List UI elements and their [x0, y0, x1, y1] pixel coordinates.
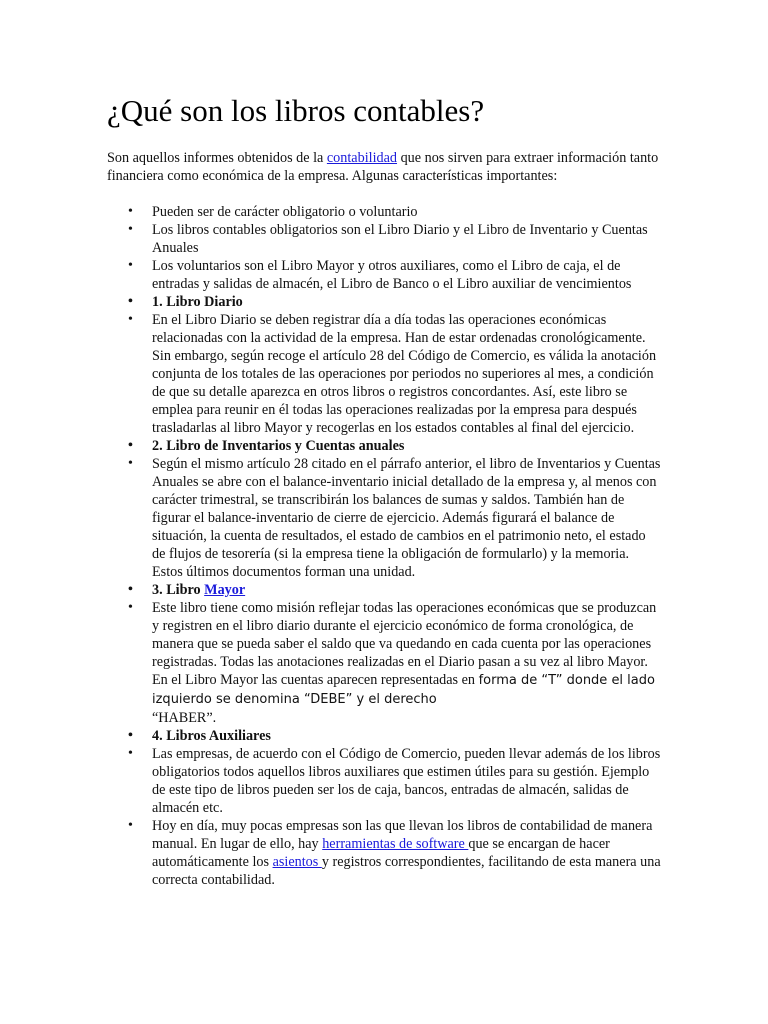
paragraph-software-text-a: Hoy en día, muy pocas empresas son las que llevan los libros de contabilidad de manera manual. En lugar de ello, hay: [152, 818, 653, 852]
paragraph-libros-auxiliares: • Las empresas, de acuerdo con el Código de Comercio, pueden llevar además de los libros obligatorios todos aquellos libros auxiliares que estimen útiles para su gestión. Ejemplo de este tipo de libros pueden ser los de caja, bancos, entradas de almacén, salidas de almacén etc.: [107, 745, 662, 817]
list-item-obligatorio: • Pueden ser de carácter obligatorio o voluntario: [107, 203, 662, 221]
paragraph-libro-inventarios: • Según el mismo artículo 28 citado en el párrafo anterior, el libro de Inventarios y Cuentas Anuales se abre con el balance-inventario inicial detallado de la empresa y, al menos con carácter trimestral, se transcribirán los balances de sumas y saldos. También han de figurar el balance-inventario de cierre de ejercicio. Además figurará el balance de situación, la cuenta de resultados, el estado de cambios en el patrimonio neto, el estado de flujos de tesorería (si la empresa tiene la obligación de formularlo) y la memoria. Estos últimos documentos forman una unidad.: [107, 455, 662, 581]
document-page: [107, 92, 662, 889]
paragraph-libro-diario: • En el Libro Diario se deben registrar día a día todas las operaciones económicas relacionadas con la actividad de la empresa. Han de estar ordenadas cronológicamente. Sin embargo, según recoge el artículo 28 del Código de Comercio, es válida la anotación conjunta de los totales de las operaciones por periodos no superiores al mes, a condición de que su detalle aparezca en otros libros o registros concordantes. Así, este libro se emplea para reunir en él todas las operaciones realizadas por la empresa para después trasladarlas al libro Mayor y recogerlas en los estados contables al final del ejercicio.: [107, 311, 662, 437]
paragraph-software-text-b: que se encargan de hacer automáticamente los: [152, 836, 610, 870]
heading-libro-diario: • 1. Libro Diario: [107, 293, 662, 311]
characteristics-list: [107, 203, 662, 889]
herramientas-software-link[interactable]: herramientas de software: [322, 836, 469, 852]
paragraph-software-text-c: y registros correspondientes, facilitando de esta manera una correcta contabilidad.: [152, 854, 661, 888]
list-item-obligatorios: • Los libros contables obligatorios son el Libro Diario y el Libro de Inventario y Cuentas Anuales: [107, 221, 662, 257]
contabilidad-link[interactable]: contabilidad: [326, 150, 398, 166]
heading-libros-auxiliares: • 4. Libros Auxiliares: [107, 727, 662, 745]
mayor-link[interactable]: Mayor: [204, 582, 246, 598]
intro-paragraph: [107, 149, 662, 185]
heading-libro-mayor: [107, 581, 662, 599]
intro-text-before: Son aquellos informes obtenidos de la: [107, 150, 327, 166]
paragraph-software: [107, 817, 662, 889]
paragraph-libro-mayor: [107, 599, 662, 727]
heading-libro-inventarios: • 2. Libro de Inventarios y Cuentas anuales: [107, 437, 662, 455]
paragraph-libro-mayor-haber: “HABER”.: [152, 710, 217, 726]
page-title: ¿Qué son los libros contables?: [107, 93, 485, 128]
asientos-link[interactable]: asientos: [272, 854, 322, 870]
list-item-voluntarios: • Los voluntarios son el Libro Mayor y otros auxiliares, como el Libro de caja, el de entradas y salidas de almacén, el Libro de Banco o el Libro auxiliar de vencimientos: [107, 257, 662, 293]
intro-text-after: que nos sirven para extraer información tanto financiera como económica de la empresa. Algunas características importantes:: [107, 150, 659, 184]
paragraph-libro-mayor-debe: forma de “T” donde el lado izquierdo se denomina “DEBE” y el derecho: [152, 673, 655, 707]
paragraph-libro-mayor-text: Este libro tiene como misión reflejar todas las operaciones económicas que se produzcan y registren en el libro diario durante el ejercicio económico de forma cronológica, de manera que se pueda saber el saldo que va quedando en cada cuenta por las operaciones registradas. Todas las anotaciones realizadas en el Diario pasan a su vez al libro Mayor. En el Libro Mayor las cuentas aparecen representadas en: [152, 600, 657, 688]
heading-libro-mayor-prefix: 3. Libro: [152, 582, 205, 598]
